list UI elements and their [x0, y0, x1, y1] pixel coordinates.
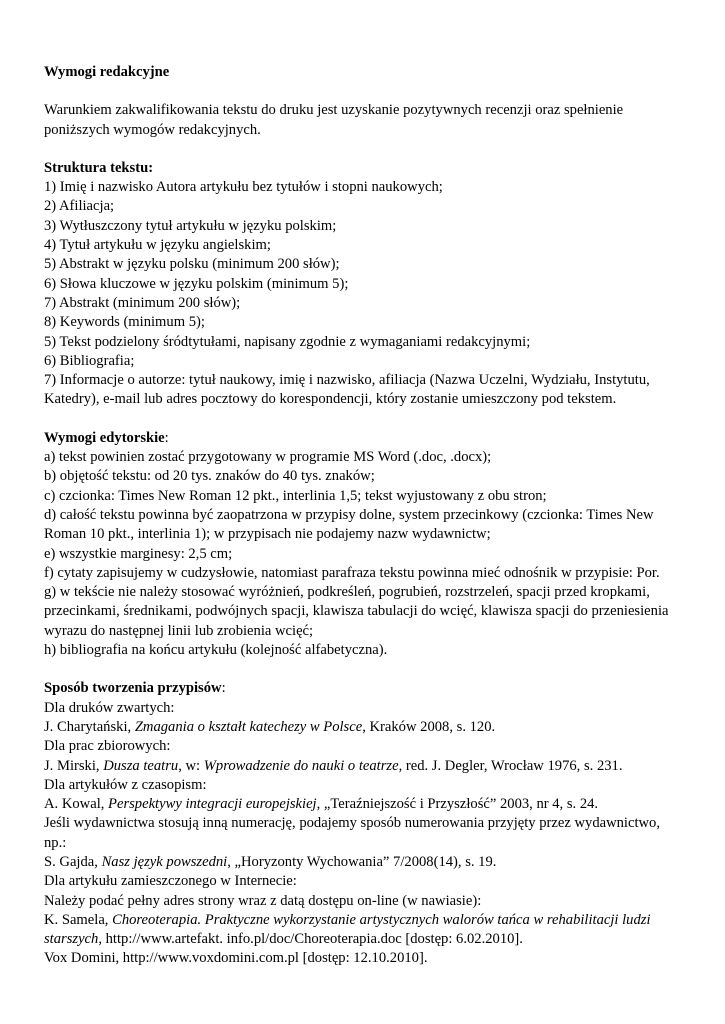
- book-example: [44, 718, 684, 737]
- citation-rest: , „Horyzonty Wychowania” 7/2008(14), s. 19.: [227, 853, 497, 870]
- books-label: Dla druków zwartych:: [44, 699, 175, 716]
- footnotes-heading-colon: :: [221, 680, 226, 697]
- citation-title: Dusza teatru: [103, 757, 179, 774]
- editorial-item: b) objętość tekstu: od 20 tys. znaków do 40 tys. znaków;: [44, 468, 375, 485]
- citation-rest: , Kraków 2008, s. 120.: [362, 718, 496, 735]
- structure-item: 4) Tytuł artykułu w języku angielskim;: [44, 237, 271, 254]
- citation-rest: , red. J. Degler, Wrocław 1976, s. 231.: [398, 757, 623, 774]
- editorial-item: a) tekst powinien zostać przygotowany w programie MS Word (.doc, .docx);: [44, 449, 492, 466]
- citation-author: J. Mirski,: [44, 757, 104, 774]
- citation-connector: , w:: [178, 757, 204, 774]
- structure-item: 5) Tekst podzielony śródtytułami, napisany zgodnie z wymaganiami redakcyjnymi;: [44, 333, 531, 350]
- citation-title: Perspektywy integracji europejskiej: [108, 796, 317, 813]
- structure-item: 7) Abstrakt (minimum 200 słów);: [44, 294, 241, 311]
- editorial-item: f) cytaty zapisujemy w cudzysłowie, natomiast parafraza tekstu powinna mieć odnośnik w przypisie: Por.: [44, 564, 660, 581]
- editorial-item: h) bibliografia na końcu artykułu (kolejność alfabetyczna).: [44, 642, 388, 659]
- citation-rest: , http://www.artefakt. info.pl/doc/Choreoterapia.doc [dostęp: 6.02.2010].: [98, 931, 523, 948]
- document-page: [44, 63, 684, 969]
- structure-heading: Struktura tekstu:: [44, 159, 154, 176]
- footnotes-section: [44, 679, 684, 968]
- article-example: [44, 795, 684, 814]
- citation-title: Wprowadzenie do nauki o teatrze: [203, 757, 399, 774]
- editorial-item: g) w tekście nie należy stosować wyróżnień, podkreśleń, pogrubień, rozstrzeleń, spacji przed kropkami, przecinkami, średnikami, podwójnych spacji, klawisza tabulacji do wcięć, klawisza spacji do przeniesienia wyrazu do następnej linii lub zrobienia wcięć;: [44, 584, 669, 639]
- citation-title: Choreoterapia. Praktyczne wykorzystanie artystycznych walorów tańca w rehabilitacji ludzi starszych: [44, 911, 651, 948]
- structure-item: 6) Słowa kluczowe w języku polskim (minimum 5);: [44, 275, 349, 292]
- editorial-item: e) wszystkie marginesy: 2,5 cm;: [44, 545, 233, 562]
- document-title: Wymogi redakcyjne: [44, 64, 170, 80]
- structure-item: 8) Keywords (minimum 5);: [44, 314, 205, 331]
- internet-example: [44, 911, 684, 950]
- structure-item: 1) Imię i nazwisko Autora artykułu bez tytułów i stopni naukowych;: [44, 179, 443, 196]
- citation-rest: , „Teraźniejszość i Przyszłość” 2003, nr 4, s. 24.: [316, 796, 599, 813]
- numbering-note: Jeśli wydawnictwa stosują inną numerację, podajemy sposób numerowania przyjęty przez wydawnictwo, np.:: [44, 815, 661, 851]
- internet-note: Należy podać pełny adres strony wraz z datą dostępu on-line (w nawiasie):: [44, 892, 482, 909]
- citation-title: Nasz język powszedni: [101, 853, 228, 870]
- citation-author: A. Kowal,: [44, 796, 109, 813]
- citation-author: S. Gajda,: [44, 853, 102, 870]
- collective-label: Dla prac zbiorowych:: [44, 738, 171, 755]
- citation-author: K. Samela,: [44, 911, 113, 928]
- structure-item: 6) Bibliografia;: [44, 352, 135, 369]
- editorial-item: c) czcionka: Times New Roman 12 pkt., interlinia 1,5; tekst wyjustowany z obu stron;: [44, 487, 547, 504]
- internet-example-2: Vox Domini, http://www.voxdomini.com.pl [dostęp: 12.10.2010].: [44, 950, 428, 967]
- citation-title: Zmagania o kształt katechezy w Polsce: [134, 718, 363, 735]
- structure-item: 3) Wytłuszczony tytuł artykułu w języku polskim;: [44, 217, 337, 234]
- intro-paragraph: Warunkiem zakwalifikowania tekstu do druku jest uzyskanie pozytywnych recenzji oraz spełnienie poniższych wymogów redakcyjnych.: [44, 102, 624, 138]
- citation-author: J. Charytański,: [44, 718, 135, 735]
- editorial-heading-colon: :: [164, 429, 169, 446]
- articles-label: Dla artykułów z czasopism:: [44, 776, 207, 793]
- structure-item: 5) Abstrakt w języku polsku (minimum 200 słów);: [44, 256, 340, 273]
- structure-item: 7) Informacje o autorze: tytuł naukowy, imię i nazwisko, afiliacja (Nazwa Uczelni, Wydziału, Instytutu, Katedry), e-mail lub adres pocztowy do korespondencji, który zostanie umieszczony pod tekstem.: [44, 372, 650, 408]
- editorial-heading: Wymogi edytorskie: [44, 429, 165, 446]
- collective-example: [44, 757, 684, 776]
- structure-section: [44, 159, 684, 410]
- numbering-example: [44, 853, 684, 872]
- editorial-item: d) całość tekstu powinna być zaopatrzona w przypisy dolne, system przecinkowy (czcionka: Times New Roman 10 pkt., interlinia 1); w przypisach nie podajemy nazw wydawnictw;: [44, 506, 654, 543]
- footnotes-heading: Sposób tworzenia przypisów: [44, 680, 222, 697]
- internet-label: Dla artykułu zamieszczonego w Internecie:: [44, 873, 297, 890]
- structure-item: 2) Afiliacja;: [44, 198, 115, 215]
- editorial-section: [44, 429, 684, 661]
